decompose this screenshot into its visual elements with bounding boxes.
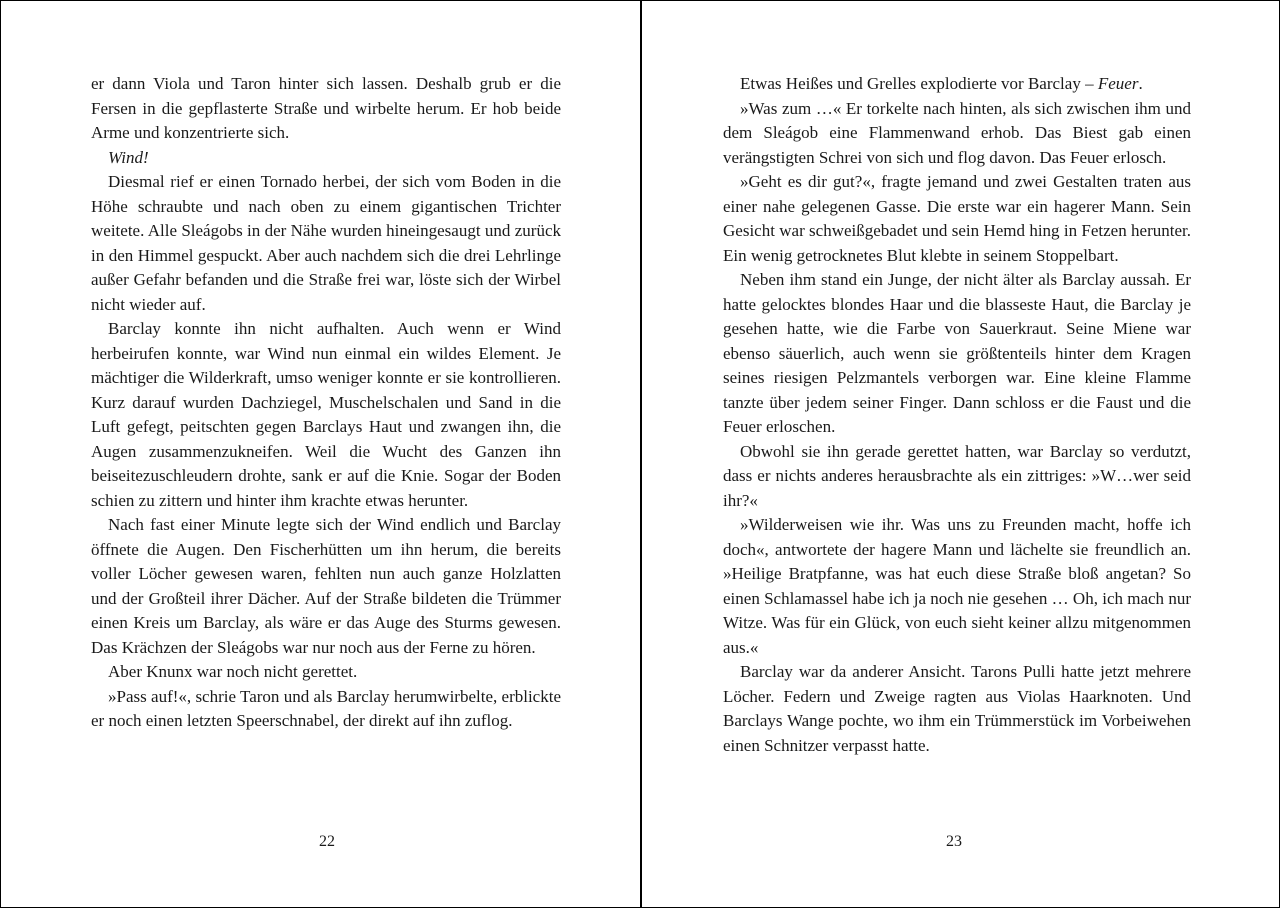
paragraph: Nach fast einer Minute legte sich der Wind endlich und Barclay öffnete die Augen. Den Fischerhütten um ihn herum, die bereits voller Löcher gewesen waren, fehlten nun auch ganze Holzlatten und der Großteil ihrer Dächer. Auf der Straße bildeten die Trümmer einen Kreis um Barclay, als wäre er das Auge des Sturms gewesen. Das Krächzen der Sleágobs war nur noch aus der Ferne zu hören.: [91, 515, 561, 657]
right-page-text: [723, 72, 1191, 832]
paragraph-first: [723, 72, 1191, 97]
paragraph: er dann Viola und Taron hinter sich lassen. Deshalb grub er die Fersen in die gepflasterte Straße und wirbelte herum. Er hob beide Arme und konzentrierte sich.: [91, 74, 561, 142]
page-gutter: [640, 1, 642, 907]
paragraph: Diesmal rief er einen Tornado herbei, der sich vom Boden in die Höhe schraubte und nach oben zu einem gigantischen Trichter weitete. Alle Sleágobs in der Nähe wurden hineingesaugt und zurück in den Himmel gespuckt. Aber auch nachdem sich die drei Lehrlinge außer Gefahr befanden und die Straße frei war, löste sich der Wirbel nicht wieder auf.: [91, 172, 561, 314]
first-line-end: .: [1138, 74, 1143, 93]
italic-word: Feuer: [1097, 74, 1139, 93]
paragraph-italic: [91, 146, 561, 171]
page-number-left: 22: [319, 833, 335, 850]
paragraph: »Geht es dir gut?«, fragte jemand und zwei Gestalten traten aus einer nahe gelegenen Gasse. Die erste war ein hagerer Mann. Sein Gesicht war schweißgebadet und sein Hemd hing in Fetzen herunter. Ein wenig getrocknetes Blut klebte in seinem Stoppelbart.: [723, 172, 1191, 265]
paragraph: Barclay konnte ihn nicht aufhalten. Auch wenn er Wind herbeirufen konnte, war Wind nun einmal ein wildes Element. Je mächtiger die Wilderkraft, umso weniger konnte er sie kontrollieren. Kurz darauf wurden Dachziegel, Muschelschalen und Sand in die Luft gefegt, peitschten gegen Barclays Haut und zwangen ihn, die Augen zusammenzukneifen. Weil die Wucht des Ganzen ihn beiseitezuschleudern drohte, sank er auf die Knie. Sogar der Boden schien zu zittern und hinter ihm krachte etwas herunter.: [91, 319, 561, 510]
paragraph: Aber Knunx war noch nicht gerettet.: [108, 662, 358, 681]
paragraph: Barclay war da anderer Ansicht. Tarons Pulli hatte jetzt mehrere Löcher. Federn und Zweige ragten aus Violas Haarknoten. Und Barclays Wange pochte, wo ihm ein Trümmerstück im Vorbeiwehen einen Schnitzer verpasst hatte.: [723, 662, 1191, 755]
paragraph: »Pass auf!«, schrie Taron und als Barclay herumwirbelte, erblickte er noch einen letzten Speerschnabel, der direkt auf ihn zuflog.: [91, 686, 561, 730]
italic-word: Wind!: [108, 147, 149, 167]
left-page-text: [91, 72, 561, 832]
paragraph: Obwohl sie ihn gerade gerettet hatten, war Barclay so verdutzt, dass er nichts anderes herausbrachte als ein zittriges: »W…wer seid ihr?«: [723, 441, 1191, 510]
paragraph: »Wilderweisen wie ihr. Was uns zu Freunden macht, hoffe ich doch«, antwortete der hagere Mann und lächelte sie freundlich an. »Heilige Bratpfanne, was hat euch diese Straße bloß angetan? So einen Schlamassel habe ich ja noch nie gesehen … Oh, ich mach nur Witze. Was für ein Glück, von euch sieht keiner allzu mitgenommen aus.«: [723, 515, 1191, 657]
paragraph: »Was zum …« Er torkelte nach hinten, als sich zwischen ihm und dem Sleágob eine Flammenwand erhob. Das Biest gab einen verängstigten Schrei von sich und flog davon. Das Feuer erlosch.: [723, 98, 1191, 167]
first-line-text: Etwas Heißes und Grelles explodierte vor Barclay –: [740, 74, 1098, 93]
page-number-right: 23: [946, 833, 962, 850]
paragraph: Neben ihm stand ein Junge, der nicht älter als Barclay aussah. Er hatte gelocktes blondes Haar und die blasseste Haut, die Barclay je gesehen hatte, wie die Farbe von Sauerkraut. Seine Miene war ebenso säuerlich, auch wenn sie größtenteils hinter dem Kragen seines riesigen Pelzmantels verborgen war. Eine kleine Flamme tanzte über jedem seiner Finger. Dann schloss er die Faust und die Feuer erloschen.: [723, 270, 1191, 436]
